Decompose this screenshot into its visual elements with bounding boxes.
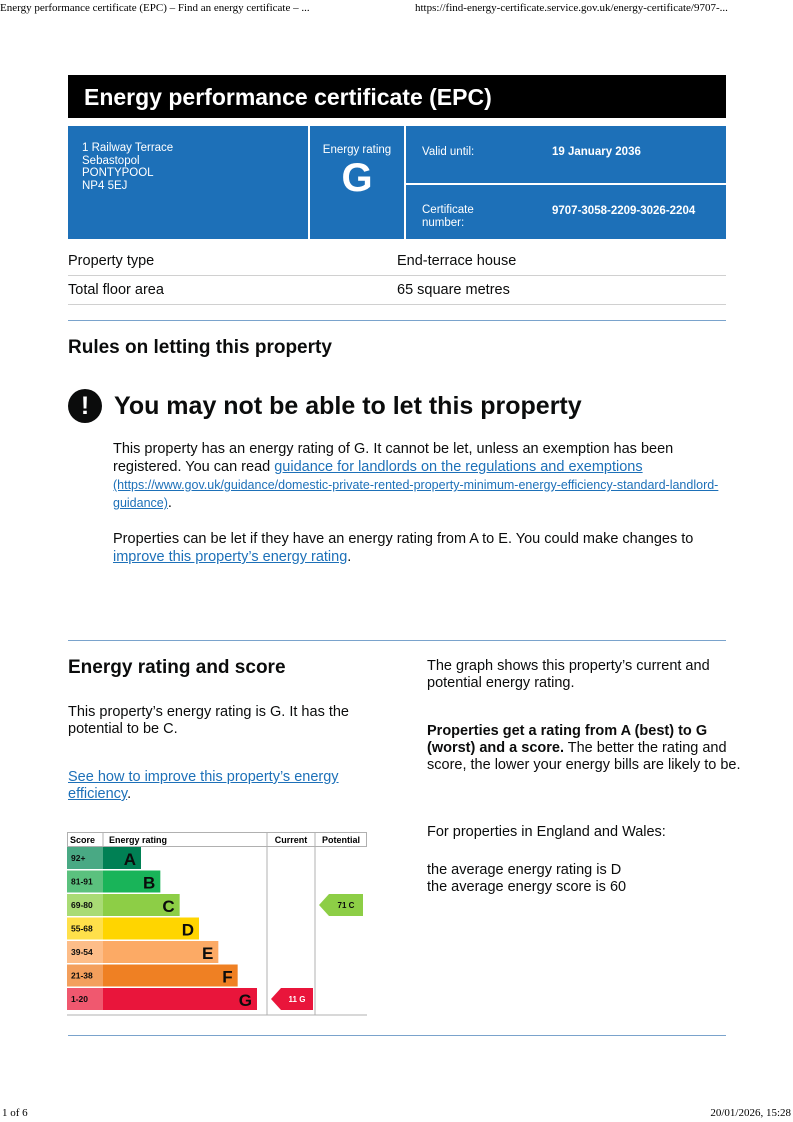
letting-paragraph-1-end: . <box>167 495 172 511</box>
region-label: For properties in England and Wales: <box>427 824 666 840</box>
band-score-label: 69-80 <box>71 900 93 910</box>
letting-paragraph-2-text: Properties can be let if they have an energy rating from A to E. You could make changes to <box>113 531 694 547</box>
address-line-3: PONTYPOOL <box>82 167 154 179</box>
print-datetime: 20/01/2026, 15:28 <box>710 1107 791 1119</box>
floor-area-label: Total floor area <box>68 282 164 298</box>
energy-rating-heading: Energy rating and score <box>68 657 286 678</box>
band-bar-f <box>103 965 238 987</box>
energy-rating-panel <box>310 126 404 239</box>
energy-efficiency-link-end: . <box>127 786 132 802</box>
band-letter: A <box>123 850 136 869</box>
chart-bands <box>67 847 257 1010</box>
letting-paragraph-2-end: . <box>347 549 352 565</box>
certificate-panel <box>406 185 726 239</box>
section-divider <box>68 1035 726 1036</box>
potential-rating-label: 71 C <box>337 901 355 910</box>
landlord-guidance-link-text: guidance for landlords on the regulations and exemptions <box>274 459 643 475</box>
band-score-label: 55-68 <box>71 923 93 934</box>
valid-until-label: Valid until: <box>422 146 475 158</box>
chart-header-score: Score <box>70 835 96 845</box>
page-title: Energy performance certificate (EPC) <box>68 75 726 118</box>
certificate-number-value: 9707-3058-2209-3026-2204 <box>552 205 696 217</box>
band-score-label: 39-54 <box>71 947 93 957</box>
summary-row-property-type <box>68 248 726 276</box>
band-letter: D <box>181 920 194 940</box>
graph-explanation: The graph shows this property’s current and potential energy rating. <box>427 658 710 691</box>
address-line-1: 1 Railway Terrace <box>82 142 174 154</box>
rating-explanation-bold: Properties get a rating from A (best) to G (worst) and a score. <box>427 723 708 756</box>
band-score-label: 1-20 <box>71 994 89 1004</box>
energy-efficiency-link-wrap <box>68 769 368 803</box>
landlord-guidance-url: (https://www.gov.uk/guidance/domestic-private-rented-property-minimum-energy-efficiency-standard-landlord-guidance) <box>113 478 719 510</box>
validity-panel <box>406 126 726 183</box>
chart-markers <box>271 894 363 1010</box>
band-score-label: 21-38 <box>71 970 93 981</box>
exclamation-icon: ! <box>68 389 102 423</box>
band-letter: E <box>201 944 214 963</box>
band-letter: F <box>222 967 233 987</box>
letting-paragraph-2 <box>113 530 729 566</box>
certificate-number-label: Certificate number: <box>422 204 474 229</box>
energy-rating-chart <box>67 832 367 1017</box>
print-page-number: 1 of 6 <box>2 1107 28 1119</box>
print-page-url: https://find-energy-certificate.service.gov.uk/energy-certificate/9707-... <box>415 2 728 14</box>
floor-area-value: 65 square metres <box>397 282 510 298</box>
improve-rating-link[interactable]: improve this property’s energy rating <box>113 549 348 565</box>
energy-rating-summary: This property’s energy rating is G. It has the potential to be C. <box>68 704 350 737</box>
band-score-label: 81-91 <box>71 876 93 887</box>
summary-row-floor-area <box>68 277 726 305</box>
chart-header-energy-rating: Energy rating <box>109 835 168 845</box>
section-divider <box>68 640 726 641</box>
property-type-label: Property type <box>68 253 155 269</box>
letting-paragraph-1 <box>113 440 729 512</box>
energy-efficiency-link[interactable]: See how to improve this property’s energy efficiency <box>68 769 339 802</box>
energy-rating-letter: G <box>341 156 373 200</box>
chart-header-potential: Potential <box>321 835 361 845</box>
section-divider <box>68 320 726 321</box>
valid-until-value: 19 January 2036 <box>552 146 641 158</box>
average-rating-text: the average energy rating is D <box>427 862 622 878</box>
energy-rating-label: Energy rating <box>322 144 392 156</box>
rating-explanation <box>427 723 757 774</box>
print-page-title: Energy performance certificate (EPC) – Find an energy certificate – ... <box>0 2 310 14</box>
band-letter: C <box>162 897 175 916</box>
letting-rules-heading: Rules on letting this property <box>68 337 332 358</box>
address-line-2: Sebastopol <box>82 154 140 167</box>
band-score-label: 92+ <box>71 853 86 863</box>
band-bar-g <box>103 988 257 1010</box>
chart-header-current: Current <box>274 835 308 845</box>
band-letter: G <box>238 991 252 1010</box>
address-panel <box>68 126 308 239</box>
address-postcode: NP4 5EJ <box>82 179 128 192</box>
letting-warning-title: You may not be able to let this property <box>114 392 582 420</box>
letting-paragraph-1-text: This property has an energy rating of G. It cannot be let, unless an exemption has been registered. You can read <box>113 441 674 475</box>
current-rating-label: 11 G <box>288 995 306 1004</box>
average-score-text: the average energy score is 60 <box>427 879 627 895</box>
band-letter: B <box>143 873 156 893</box>
property-type-value: End-terrace house <box>397 253 517 269</box>
rating-explanation-rest: The better the rating and score, the lower your energy bills are likely to be. <box>427 740 741 773</box>
